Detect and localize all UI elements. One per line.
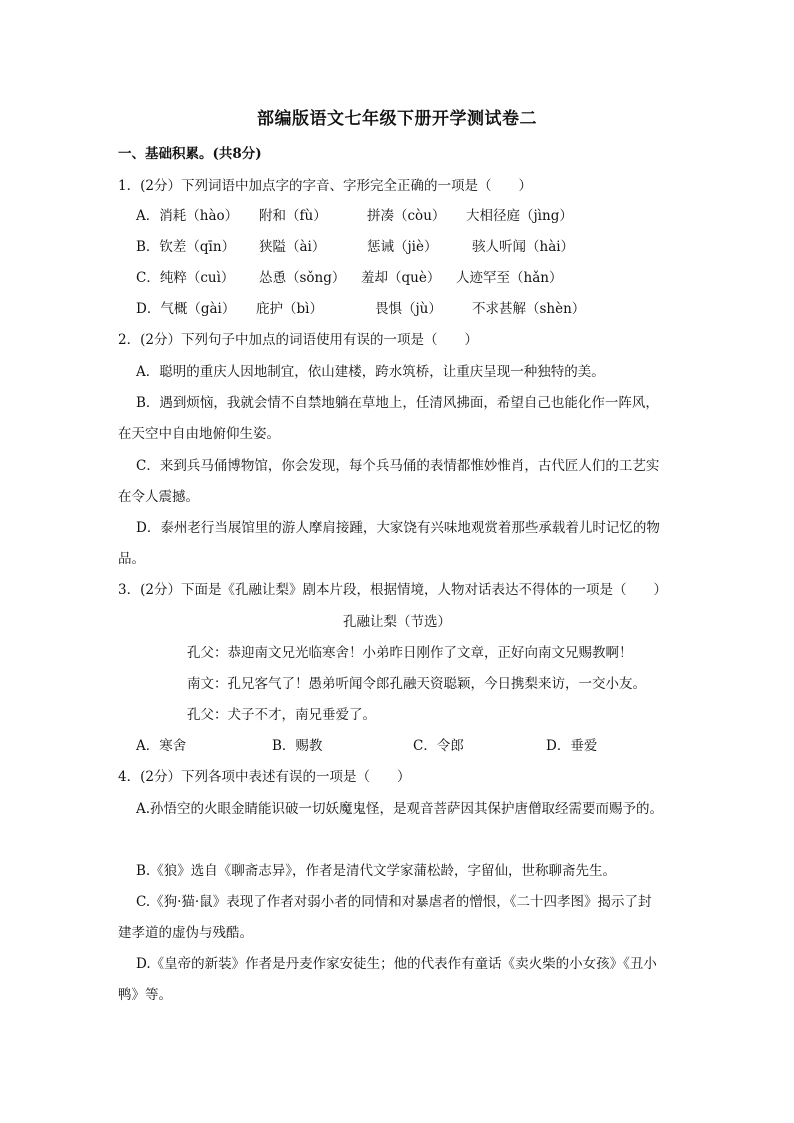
option-text: 不求甚解（shèn） <box>472 301 586 317</box>
option-text: C．纯粹（cuì） <box>136 270 235 286</box>
option-text: 拼凑（còu） <box>367 208 446 224</box>
option-text: 庇护（bì） <box>256 301 323 317</box>
option-text: A．寒舍 <box>136 738 187 754</box>
question-2-option-a: A．聪明的重庆人因地制宜，依山建楼，跨水筑桥，让重庆呈现一种独特的美。 <box>136 364 605 380</box>
option-text: 惩诫（jiè） <box>367 239 438 255</box>
question-1-stem: 1．(2分）下列词语中加点字的字音、字形完全正确的一项是（ ） <box>118 178 532 194</box>
dialogue-line: 南文：孔兄客气了！愚弟听闻令郎孔融天资聪颖，今日携梨来访，一交小友。 <box>187 676 646 692</box>
option-text: 人迹罕至（hǎn） <box>456 270 563 286</box>
option-text: 畏惧（jù） <box>375 301 442 317</box>
question-2-stem: 2．(2分）下列句子中加点的词语使用有误的一项是（ ） <box>118 332 478 348</box>
option-text: C．令郎 <box>413 738 464 754</box>
question-2-option-c-cont: 在令人震撼。 <box>118 489 199 505</box>
question-2-option-d: D．泰州老行当展馆里的游人摩肩接踵，大家饶有兴味地观赏着那些承载着儿时记忆的物 <box>136 520 660 536</box>
option-text: 狭隘（ài） <box>259 239 326 255</box>
option-text: B．赐教 <box>272 738 323 754</box>
question-2-option-c: C．来到兵马俑博物馆，你会发现，每个兵马俑的表情都惟妙惟肖，古代匠人们的工艺实 <box>136 458 660 474</box>
option-text: 怂恿（sǒng） <box>259 270 346 286</box>
dialogue-line: 孔父：恭迎南文兄光临寒舍！小弟昨日刚作了文章，正好向南文兄赐教啊！ <box>187 645 633 661</box>
option-text: B．钦差（qīn） <box>136 239 236 255</box>
dialogue-line: 孔父：犬子不才，南兄垂爱了。 <box>187 707 376 723</box>
option-text: 附和（fù） <box>259 208 327 224</box>
option-text: 大相径庭（jìng） <box>466 208 573 224</box>
option-text: D．垂爱 <box>546 738 598 754</box>
question-4-option-b: B.《狼》选自《聊斋志异》，作者是清代文学家蒲松龄，字留仙，世称聊斋先生。 <box>136 863 616 879</box>
page-title: 部编版语文七年级下册开学测试卷二 <box>257 109 537 129</box>
question-4-option-a: A.孙悟空的火眼金睛能识破一切妖魔鬼怪，是观音菩萨因其保护唐僧取经需要而赐予的。 <box>136 801 664 817</box>
question-4-stem: 4．(2分）下列各项中表述有误的一项是（ ） <box>118 769 411 785</box>
option-text: A．消耗（hào） <box>136 208 239 224</box>
question-4-option-d-cont: 鸭》等。 <box>118 987 172 1003</box>
question-2-option-b-cont: 在天空中自由地俯仰生姿。 <box>118 426 280 442</box>
option-text: D．气概（gài） <box>136 301 236 317</box>
question-4-option-d: D.《皇帝的新装》作者是丹麦作家安徒生；他的代表作有童话《卖火柴的小女孩》《丑小 <box>136 956 657 972</box>
question-2-option-b: B．遇到烦恼，我就会情不自禁地躺在草地上，任清风拂面，希望自己也能化作一阵风， <box>136 395 659 411</box>
question-4-option-c-cont: 建孝道的虚伪与残酷。 <box>118 925 253 941</box>
script-subtitle: 孔融让梨（节选） <box>343 614 451 630</box>
question-3-stem: 3．(2分）下面是《孔融让梨》剧本片段，根据情境，人物对话表达不得体的一项是（ ） <box>118 582 667 598</box>
option-text: 骇人听闻（hài） <box>472 239 575 255</box>
option-text: 羞却（què） <box>361 270 441 286</box>
question-2-option-d-cont: 品。 <box>118 551 145 567</box>
section-heading: 一、基础积累。(共8分) <box>118 146 262 162</box>
question-4-option-c: C.《狗·猫·鼠》表现了作者对弱小者的同情和对暴虐者的憎恨，《二十四孝图》揭示了封 <box>136 894 652 910</box>
